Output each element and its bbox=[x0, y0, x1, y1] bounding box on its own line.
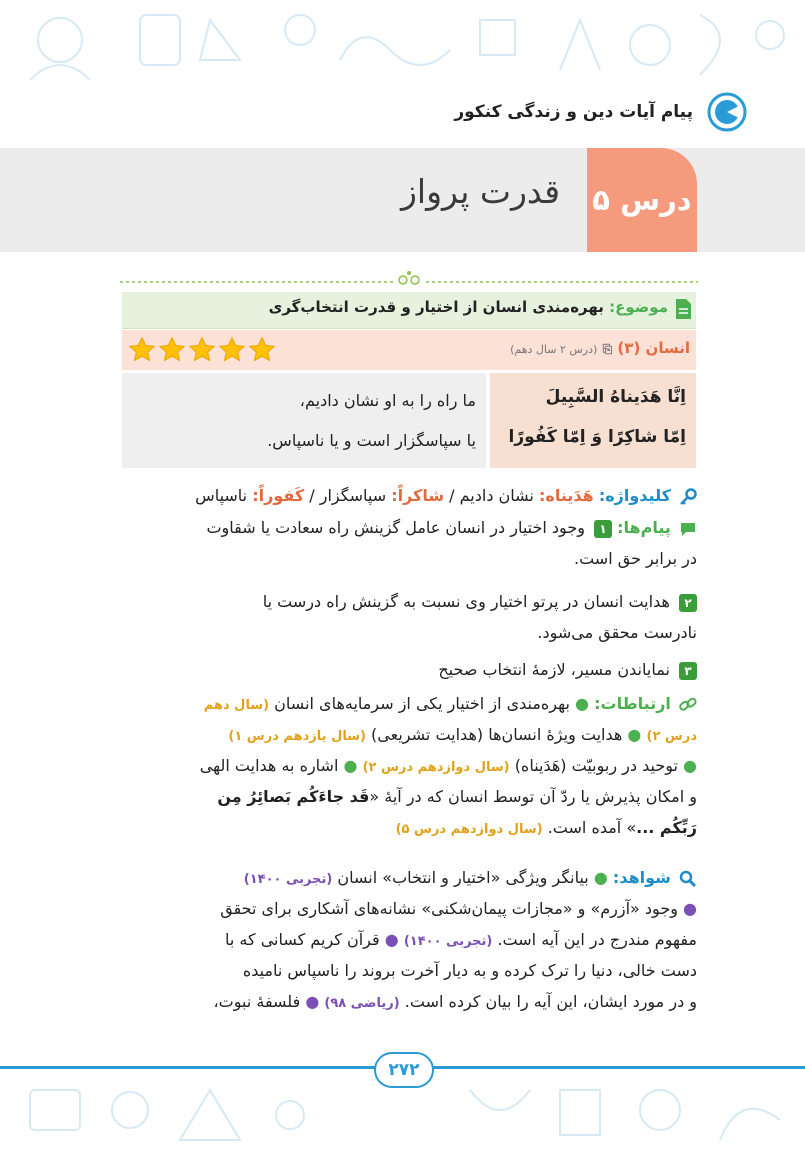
chat-icon bbox=[679, 520, 697, 538]
star-icon bbox=[248, 336, 276, 364]
relation-3: توحید در ربوبیّت (هَدَیناه) bbox=[514, 756, 678, 775]
relation-2-ref: (سال یازدهم درس ۱) bbox=[228, 729, 366, 744]
surah-reference bbox=[510, 339, 690, 357]
evidence-4: قرآن کریم کسانی که با bbox=[225, 930, 380, 949]
message-2-line-2: نادرست محقق می‌شود. bbox=[537, 623, 697, 642]
message-1-line-2: در برابر حق است. bbox=[574, 549, 697, 568]
relation-1: بهره‌مندی از اختیار یکی از سرمایه‌های انسان bbox=[274, 694, 570, 713]
surah-row bbox=[122, 330, 696, 370]
topic-label: موضوع: bbox=[609, 298, 668, 316]
ornament-divider bbox=[120, 268, 698, 292]
document-icon bbox=[675, 298, 692, 320]
relations-label: ارتباطات: bbox=[594, 694, 671, 713]
evidence-2: وجود «آزرم» و «مجازات پیمان‌شکنی» نشانه‌های آشکاری برای تحقق bbox=[220, 899, 678, 918]
translation-line-1: ما راه را به او نشان دادیم، bbox=[299, 391, 476, 410]
verse-box bbox=[122, 373, 696, 468]
arabic-verse bbox=[490, 373, 696, 468]
keyword-3-meaning: ناسپاس bbox=[195, 486, 248, 505]
link-icon: ⎘ bbox=[602, 342, 613, 356]
topic-row bbox=[122, 292, 696, 329]
link-chain-icon bbox=[679, 696, 697, 714]
lesson-number: درس ۵ bbox=[587, 148, 697, 252]
relation-5: و امکان پذیرش یا ردّ آن توسط انسان که در آیهٔ « bbox=[369, 787, 697, 806]
evidence-3: مفهوم مندرج در این آیه است. bbox=[497, 930, 697, 949]
evidence-5: دست خالی، دنیا را ترک کرده و به دیار آخرت بروند را ناسپاس نامیده bbox=[242, 961, 697, 980]
quran-quote-1: قَد جاءَکُم بَصائِرُ مِن bbox=[217, 787, 370, 806]
message-2-line-1: هدایت انسان در پرتو اختیار وی نسبت به گزینش راه درست یا bbox=[262, 592, 670, 611]
evidence-label: شواهد: bbox=[612, 868, 671, 887]
relation-1-ref-a: (سال دهم bbox=[203, 698, 270, 713]
message-number-2: ۲ bbox=[679, 594, 697, 612]
keyword-2-meaning: سپاسگزار / bbox=[309, 486, 387, 505]
relation-1-ref-b: درس ۲) bbox=[646, 729, 697, 744]
background-doodles bbox=[0, 0, 805, 90]
keyword-1-meaning: نشان دادیم / bbox=[449, 486, 534, 505]
arabic-line-1: اِنَّا هَدَیناهُ السَّبِیلَ bbox=[545, 387, 686, 407]
magnifier-icon bbox=[679, 870, 697, 888]
arabic-line-2: اِمّا شاکِرًا وَ اِمّا کَفُورًا bbox=[508, 427, 686, 447]
keywords-label: کلیدواژه: bbox=[598, 486, 671, 505]
topic-text bbox=[269, 298, 668, 316]
message-number-1: ۱ bbox=[594, 520, 612, 538]
lesson-title: قدرت پرواز bbox=[400, 172, 560, 211]
evidence-6: و در مورد ایشان، این آیه را بیان کرده است. bbox=[404, 992, 697, 1011]
keyword-1: هَدَیناه: bbox=[538, 486, 594, 505]
message-3: نمایاندن مسیر، لازمهٔ انتخاب صحیح bbox=[438, 660, 670, 679]
keyword-2: شاکراً: bbox=[391, 486, 445, 505]
star-icon bbox=[158, 336, 186, 364]
quran-quote-2: رَبِّکُم ... bbox=[636, 818, 697, 837]
relation-4: اشاره به هدایت الهی bbox=[199, 756, 339, 775]
page-number: ۲۷۲ bbox=[374, 1052, 434, 1088]
translation-line-2: یا سپاسگزار است و یا ناسپاس. bbox=[267, 431, 476, 450]
star-icon bbox=[128, 336, 156, 364]
message-1-line-1: وجود اختیار در انسان عامل گزینش راه سعادت یا شقاوت bbox=[206, 518, 585, 537]
evidence-3-ref: (ریاضی ۹۸) bbox=[324, 996, 400, 1011]
evidence-2-ref: (تجربی ۱۴۰۰) bbox=[403, 934, 493, 949]
book-logo-icon bbox=[707, 92, 747, 132]
persian-translation bbox=[122, 373, 486, 468]
messages-label: پیام‌ها: bbox=[617, 518, 671, 537]
keywords-section bbox=[107, 480, 697, 511]
evidence-1: بیانگر ویژگی «اختیار و انتخاب» انسان bbox=[337, 868, 589, 887]
relation-2: هدایت ویژهٔ انسان‌ها (هدایت تشریعی) bbox=[371, 725, 623, 744]
messages-section bbox=[107, 512, 697, 685]
relation-4-ref: (سال دوازدهم درس ۵) bbox=[395, 822, 543, 837]
book-title: پیام آیات دین و زندگی کنکور bbox=[454, 102, 693, 122]
relation-3-ref: (سال دوازدهم درس ۲) bbox=[362, 760, 510, 775]
page-header bbox=[0, 92, 805, 136]
message-number-3: ۳ bbox=[679, 662, 697, 680]
topic-value: بهره‌مندی انسان از اختیار و قدرت انتخاب‌گری bbox=[268, 298, 604, 316]
evidence-section: شواهد: ● بیانگر ویژگی «اختیار و انتخاب» انسان (تجربی ۱۴۰۰) ● وجود «آزرم» و «مجازات پیمان‌شکنی» نشانه‌های آشکاری برای تحقق مفهوم مندرج در این آیه است. (تجربی ۱۴۰۰) ● قرآن کریم کسانی که با دست خالی، دنیا را ترک کرده و به دیار آخرت بروند را ناسپاس نامیده و در مورد ایشان، این آیه را بیان کرده است. (ریاضی ۹۸) ● فلسفهٔ نبوت، bbox=[107, 862, 697, 1017]
surah-lesson-ref: (درس ۲ سال دهم) bbox=[510, 343, 598, 356]
keyword-3: کَفوراً: bbox=[252, 486, 305, 505]
surah-name: انسان (۳) bbox=[617, 339, 690, 357]
relations-section: ارتباطات: ● بهره‌مندی از اختیار یکی از سرمایه‌های انسان (سال دهم درس ۲) ● هدایت ویژهٔ انسان‌ها (هدایت تشریعی) (سال یازدهم درس ۱) ● توحید در ربوبیّت (هَدَیناه) (سال دوازدهم درس ۲) ● اشاره به هدایت الهی و امکان پذیرش یا ردّ آن توسط انسان که در آیهٔ «قَد جاءَکُم بَصائِرُ مِن رَبِّکُم ...» آمده است. (سال دوازدهم درس ۵) bbox=[199, 694, 697, 837]
rating-stars bbox=[128, 336, 276, 364]
evidence-1-ref: (تجربی ۱۴۰۰) bbox=[243, 872, 333, 887]
relation-6: » آمده است. bbox=[547, 818, 637, 837]
evidence-7: فلسفهٔ نبوت، bbox=[213, 992, 301, 1011]
key-icon bbox=[679, 488, 697, 506]
star-icon bbox=[188, 336, 216, 364]
star-icon bbox=[218, 336, 246, 364]
